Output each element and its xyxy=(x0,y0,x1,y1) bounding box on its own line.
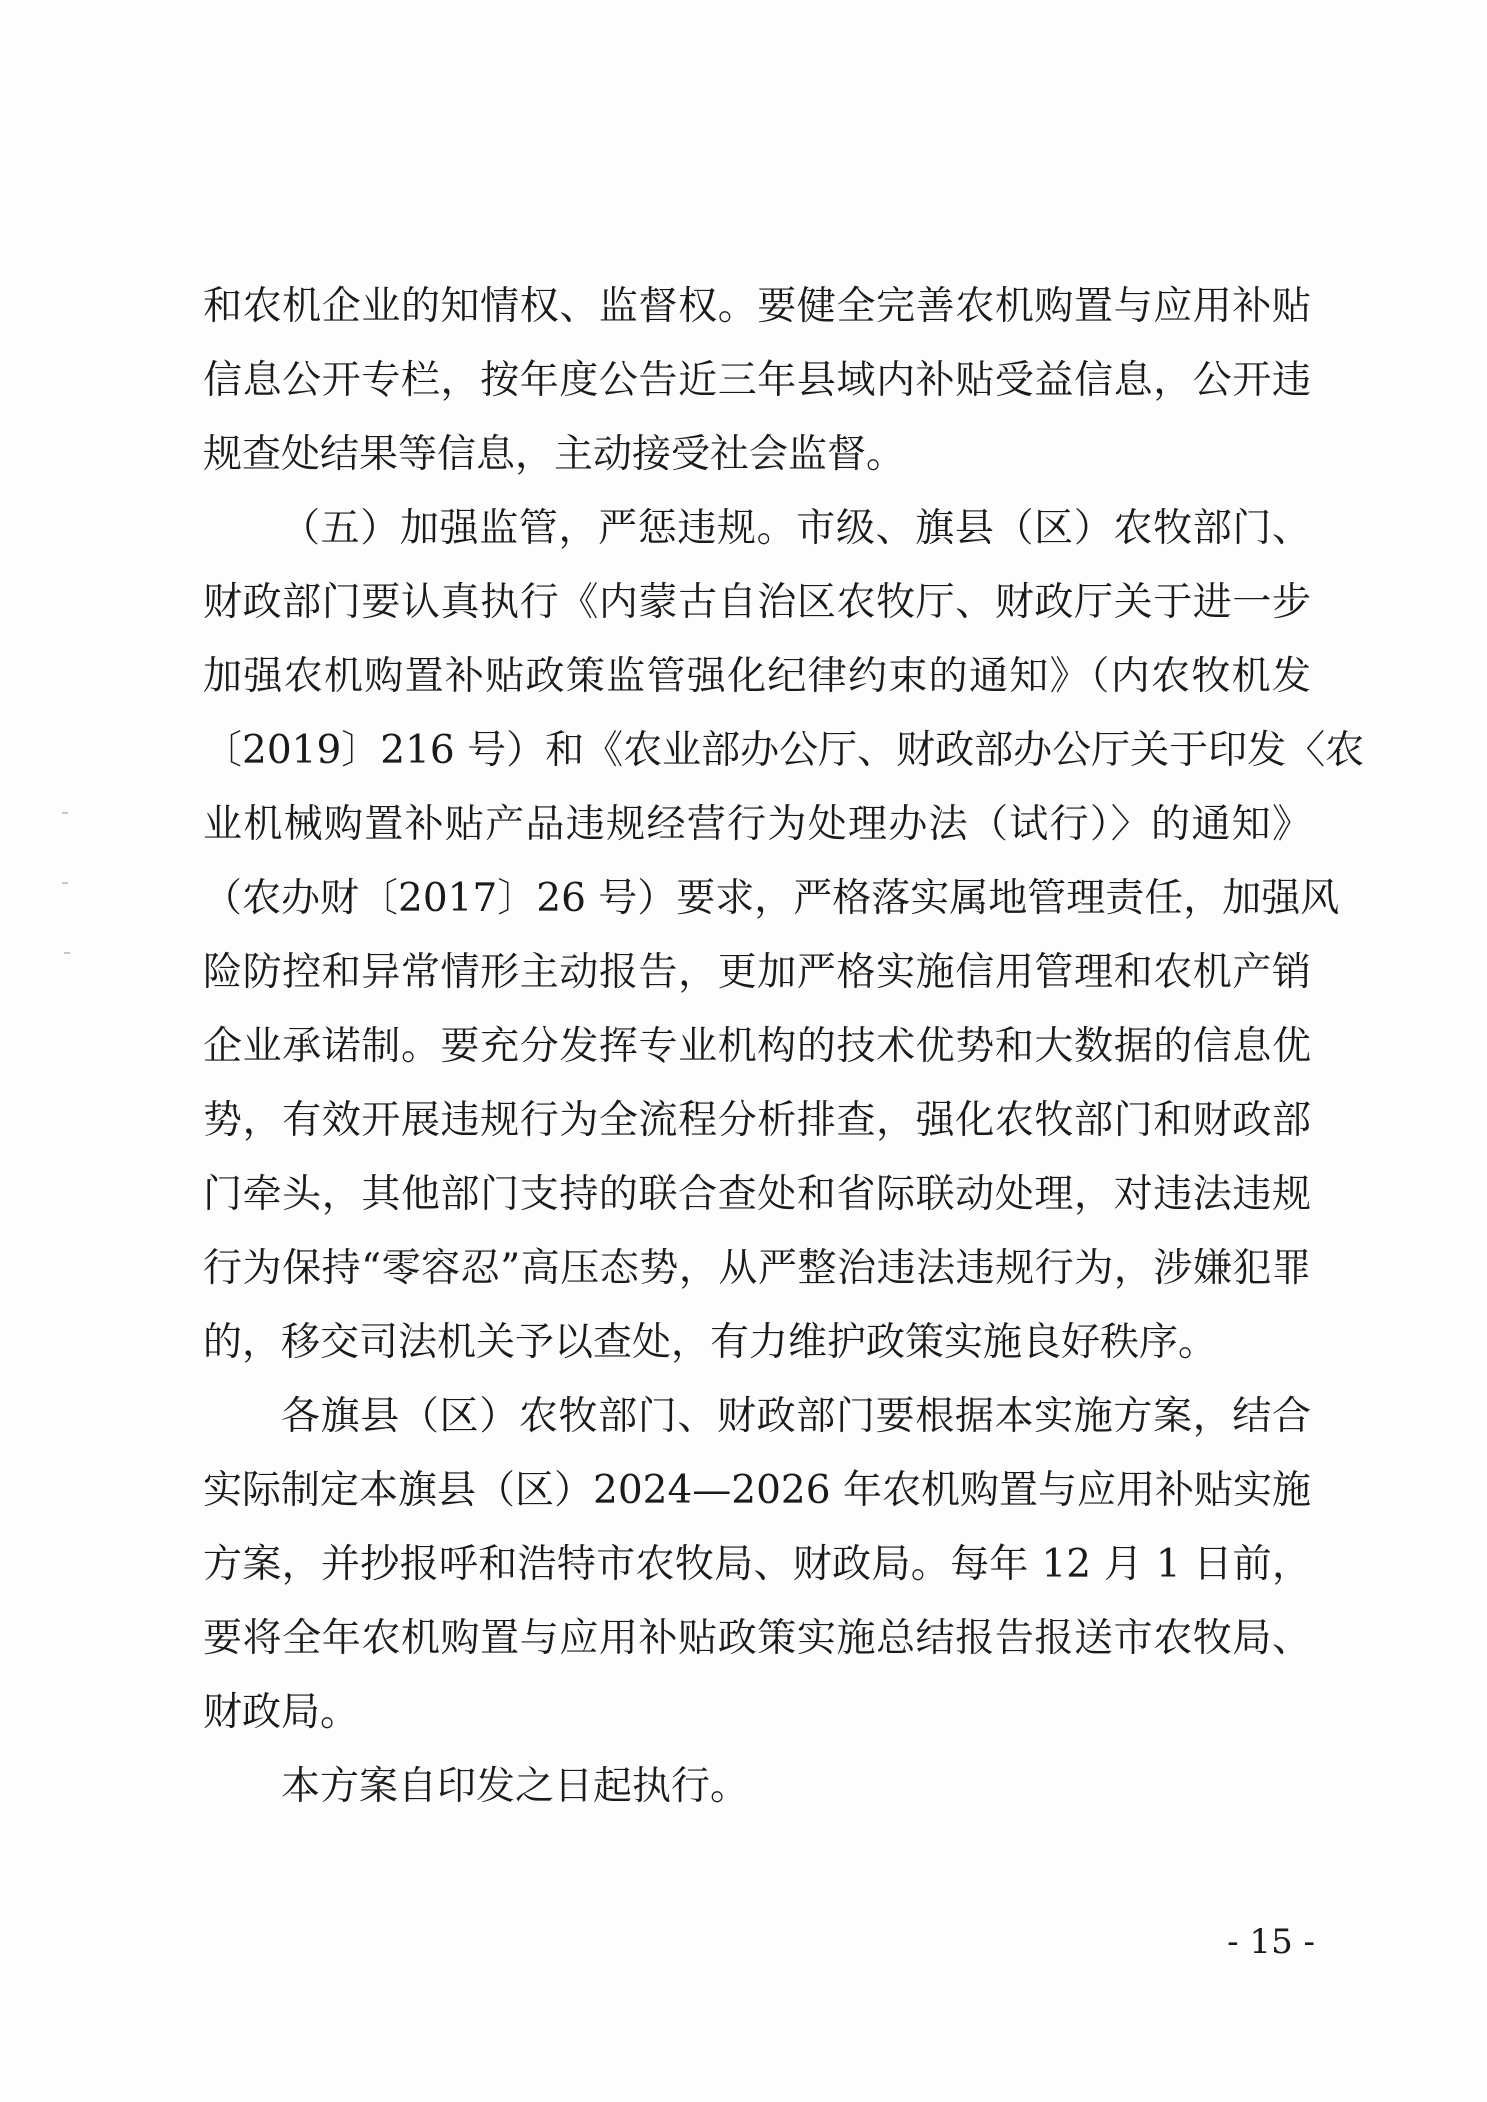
text-line: 实际制定本旗县（区）2024—2026 年农机购置与应用补贴实施 xyxy=(203,1468,1311,1513)
text-line: 加强农机购置补贴政策监管强化纪律约束的通知》（内农牧机发 xyxy=(203,654,1311,699)
text-line: 各旗县（区）农牧部门、财政部门要根据本实施方案，结合 xyxy=(281,1394,1311,1439)
text-line: 财政局。 xyxy=(203,1690,360,1735)
text-line: 方案，并抄报呼和浩特市农牧局、财政局。每年 12 月 1 日前， xyxy=(203,1542,1311,1587)
text-line: 的，移交司法机关予以查处，有力维护政策实施良好秩序。 xyxy=(203,1320,1218,1365)
text-line: （农办财〔2017〕26 号）要求，严格落实属地管理责任，加强风 xyxy=(203,876,1340,921)
document-body xyxy=(203,270,1365,1824)
text-line: 企业承诺制。要充分发挥专业机构的技术优势和大数据的信息优 xyxy=(203,1024,1311,1069)
text-line: 要将全年农机购置与应用补贴政策实施总结报告报送市农牧局、 xyxy=(203,1616,1311,1661)
text-line: 和农机企业的知情权、监督权。要健全完善农机购置与应用补贴 xyxy=(203,284,1311,329)
text-line: 业机械购置补贴产品违规经营行为处理办法（试行）〉的通知》 xyxy=(203,802,1311,847)
scan-mark xyxy=(62,812,68,814)
text-line: 险防控和异常情形主动报告，更加严格实施信用管理和农机产销 xyxy=(203,950,1311,995)
page-number: - 15 - xyxy=(1227,1922,1315,1962)
text-line: 规查处结果等信息，主动接受社会监督。 xyxy=(203,432,906,477)
text-line: 门牵头，其他部门支持的联合查处和省际联动处理，对违法违规 xyxy=(203,1172,1311,1217)
text-line: 本方案自印发之日起执行。 xyxy=(281,1764,750,1809)
text-line: 财政部门要认真执行《内蒙古自治区农牧厅、财政厅关于进一步 xyxy=(203,580,1311,625)
scan-mark xyxy=(62,882,68,884)
text-line: 势，有效开展违规行为全流程分析排查，强化农牧部门和财政部 xyxy=(203,1098,1311,1143)
text-line: 行为保持“零容忍”高压态势，从严整治违法违规行为，涉嫌犯罪 xyxy=(203,1246,1311,1291)
text-line: 〔2019〕216 号）和《农业部办公厅、财政部办公厅关于印发〈农 xyxy=(203,728,1365,773)
scan-mark xyxy=(64,952,70,954)
text-line: 信息公开专栏，按年度公告近三年县域内补贴受益信息，公开违 xyxy=(203,358,1311,403)
section-heading-line: （五）加强监管，严惩违规。市级、旗县（区）农牧部门、 xyxy=(281,506,1311,551)
